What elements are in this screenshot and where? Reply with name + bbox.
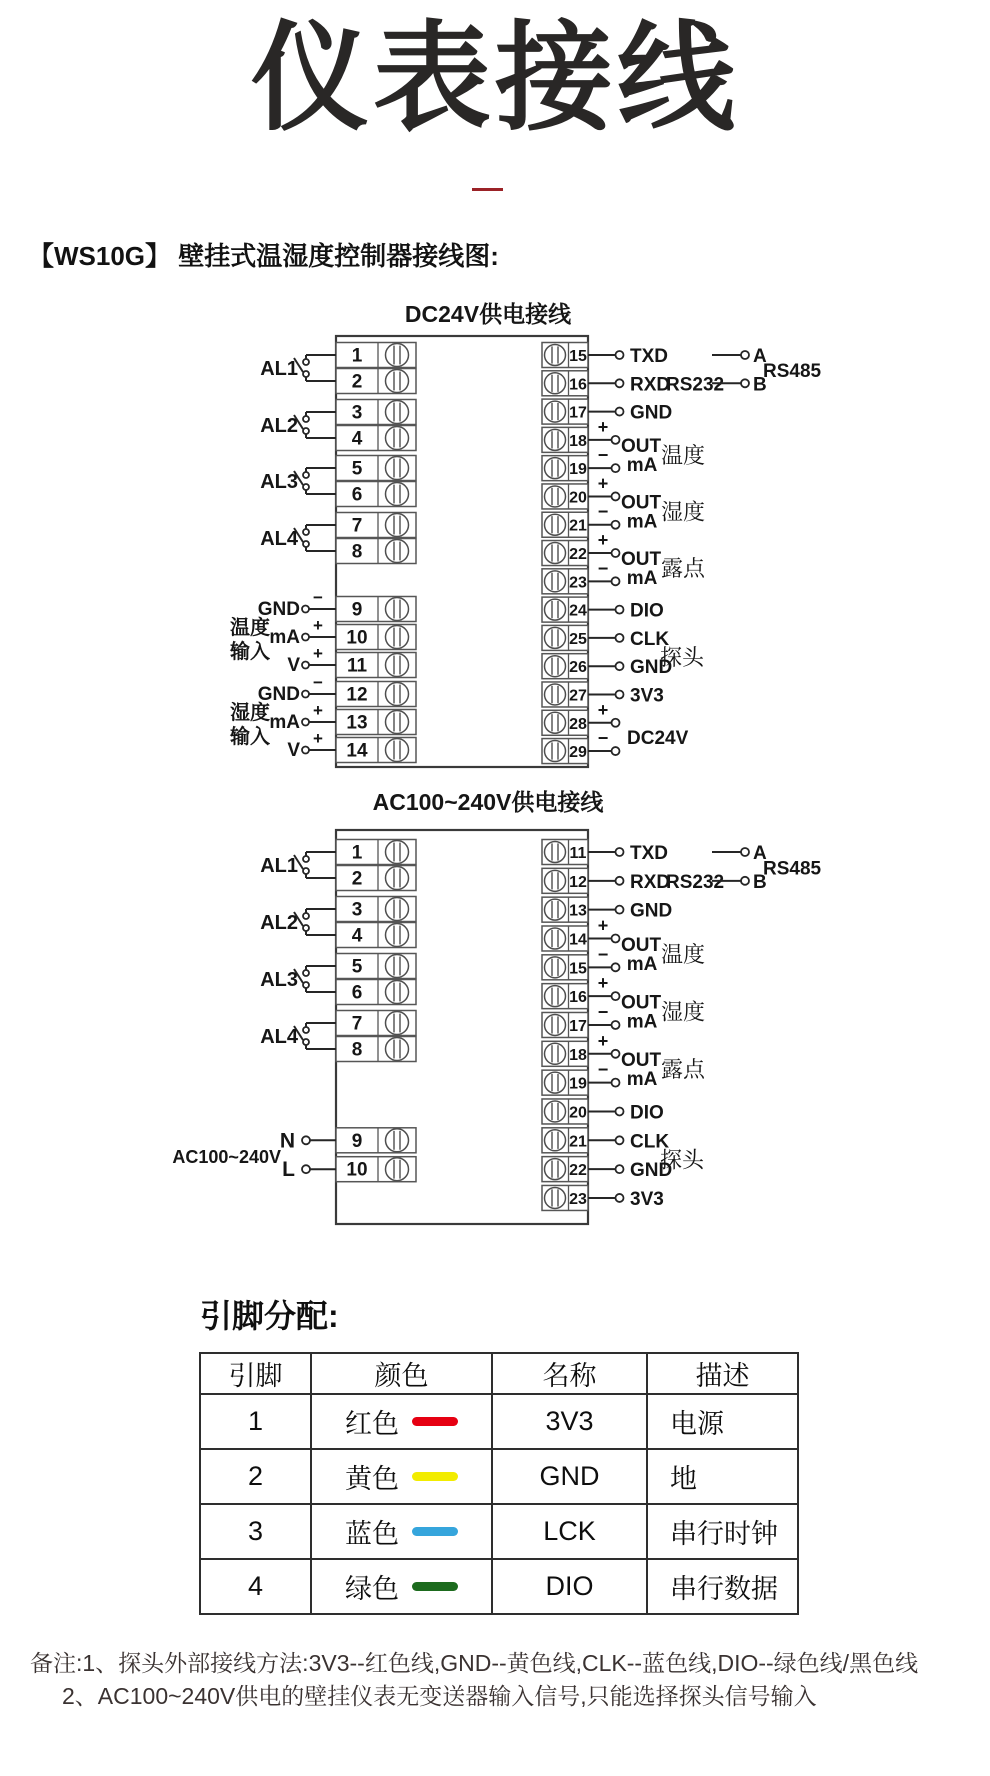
- polarity-sign: −: [313, 673, 323, 692]
- diagram: [229, 301, 822, 767]
- pin-row: [200, 1504, 798, 1559]
- input-pin-label: mA: [269, 712, 300, 733]
- relay-switch-icon: [294, 412, 336, 438]
- terminal-11: [542, 840, 588, 865]
- terminal-number: 11: [346, 655, 368, 677]
- mains-pin-label: L: [282, 1158, 295, 1182]
- alarm-label: AL2: [260, 912, 298, 934]
- wire-end-dot: [303, 1027, 309, 1033]
- terminal-26: [542, 654, 588, 679]
- pin-label: RXD: [630, 374, 671, 396]
- out-unit-label: mA: [626, 511, 658, 533]
- terminal-number: 8: [351, 1039, 363, 1061]
- terminal-19: [542, 1070, 588, 1095]
- terminal-22: [542, 1157, 588, 1182]
- polarity-sign: +: [313, 644, 323, 663]
- wire-end-dot: [612, 992, 620, 1000]
- interface-label: RS232: [666, 374, 725, 396]
- terminal-13: [542, 897, 588, 922]
- channel-label: 温度: [661, 443, 706, 469]
- wire-end-dot: [302, 1165, 310, 1173]
- wire-end-dot: [302, 634, 309, 641]
- terminal-number: 19: [569, 1075, 587, 1093]
- terminal-4: [336, 923, 416, 948]
- terminal-24: [542, 597, 588, 622]
- wire-end-dot: [612, 934, 620, 942]
- terminal-number: 17: [569, 1017, 587, 1035]
- terminal-number: 28: [569, 715, 587, 733]
- pin-label: DIO: [630, 1102, 664, 1124]
- probe-label: 探头: [660, 645, 705, 671]
- column-header: 名称: [492, 1353, 647, 1394]
- polarity-sign: +: [597, 973, 609, 994]
- terminal-number: 9: [351, 1130, 363, 1152]
- terminal-8: [336, 1037, 416, 1062]
- color-label: 蓝色: [345, 1519, 399, 1549]
- pin-label: TXD: [630, 843, 668, 864]
- terminal-23: [542, 1185, 588, 1210]
- polarity-sign: −: [597, 558, 609, 579]
- wire-end-dot: [303, 856, 309, 862]
- input-group-label: 输入: [230, 726, 270, 748]
- wire-end-dot: [616, 877, 624, 885]
- column-header: 颜色: [311, 1353, 492, 1394]
- terminal-7: [336, 1011, 416, 1036]
- terminal-number: 14: [346, 740, 368, 762]
- terminal-number: 2: [351, 371, 363, 393]
- wire-end-dot: [303, 982, 309, 988]
- terminal-18: [542, 427, 588, 452]
- wire-end-dot: [612, 492, 620, 500]
- channel-label: 湿度: [661, 999, 706, 1025]
- wire-end-dot: [616, 379, 624, 387]
- pin-number: 3: [200, 1504, 311, 1559]
- channel-label: 湿度: [661, 499, 706, 525]
- terminal-15: [542, 343, 588, 368]
- mains-source-label: AC100~240V: [172, 1146, 281, 1167]
- pin-number: 2: [200, 1449, 311, 1504]
- terminal-number: 13: [569, 902, 587, 920]
- wire-end-dot: [303, 484, 309, 490]
- out-unit-label: mA: [626, 953, 658, 975]
- terminal-15: [542, 955, 588, 980]
- out-label: OUT: [620, 934, 662, 956]
- terminal-number: 29: [569, 744, 587, 762]
- terminal-number: 18: [569, 432, 587, 450]
- terminal-27: [542, 682, 588, 707]
- wire-end-dot: [612, 963, 620, 971]
- terminal-1: [336, 343, 416, 368]
- terminal-21: [542, 1128, 588, 1153]
- terminal-19: [542, 456, 588, 481]
- wire-end-dot: [303, 541, 309, 547]
- wire-end-dot: [741, 379, 749, 387]
- wire-end-dot: [616, 690, 624, 698]
- terminal-number: 5: [351, 458, 363, 480]
- terminal-number: 14: [569, 931, 587, 949]
- terminal-number: 11: [569, 845, 587, 862]
- terminal-7: [336, 513, 416, 538]
- terminal-number: 26: [569, 659, 587, 677]
- terminal-number: 22: [569, 546, 587, 564]
- out-unit-label: mA: [626, 1069, 658, 1091]
- input-pin-label: GND: [257, 684, 300, 705]
- wire-end-dot: [303, 359, 309, 365]
- polarity-sign: +: [597, 1030, 609, 1051]
- pin-row: [200, 1449, 798, 1504]
- polarity-sign: −: [597, 1059, 609, 1080]
- terminal-2: [336, 369, 416, 394]
- relay-switch-icon: [294, 909, 336, 935]
- pin-label: DIO: [630, 600, 664, 622]
- pin-label: GND: [630, 1160, 673, 1182]
- wire-end-dot: [612, 577, 620, 585]
- terminal-number: 12: [346, 684, 368, 706]
- terminal-12: [542, 868, 588, 893]
- alarm-label: AL2: [260, 415, 298, 437]
- alarm-label: AL1: [260, 855, 298, 877]
- column-header: 描述: [647, 1353, 798, 1394]
- rs485-line-label: A: [753, 346, 767, 367]
- terminal-number: 9: [351, 599, 363, 621]
- pin-label: 3V3: [630, 685, 664, 707]
- wire-end-dot: [302, 1136, 310, 1144]
- relay-switch-icon: [294, 468, 336, 494]
- terminal-number: 6: [351, 982, 363, 1004]
- terminal-number: 15: [569, 960, 587, 978]
- relay-switch-icon: [294, 852, 336, 878]
- rs485-line-label: B: [753, 871, 767, 893]
- out-unit-label: mA: [626, 455, 658, 477]
- terminal-number: 22: [569, 1162, 587, 1180]
- wire-end-dot: [616, 1136, 624, 1144]
- pin-label: 3V3: [630, 1188, 664, 1210]
- relay-switch-icon: [294, 966, 336, 992]
- terminal-number: 1: [351, 345, 363, 367]
- out-unit-label: mA: [626, 568, 658, 590]
- interface-label: RS485: [763, 858, 822, 880]
- polarity-sign: +: [597, 530, 609, 551]
- wiring-diagrams: [0, 280, 990, 1280]
- terminal-number: 18: [569, 1046, 587, 1064]
- wire-end-dot: [612, 719, 620, 727]
- input-pin-label: V: [287, 655, 300, 676]
- wire-end-dot: [612, 464, 620, 472]
- pin-label: GND: [630, 900, 673, 922]
- wire-end-dot: [303, 371, 309, 377]
- terminal-number: 27: [569, 687, 587, 705]
- polarity-sign: +: [313, 729, 323, 748]
- signal-name: 3V3: [492, 1394, 647, 1449]
- pin-label: CLK: [630, 628, 670, 650]
- input-group-label: 输入: [230, 641, 270, 663]
- wire-end-dot: [616, 1194, 624, 1202]
- terminal-number: 13: [346, 712, 368, 734]
- input-pin-label: V: [287, 740, 300, 761]
- input-group-label: 湿度: [230, 702, 270, 724]
- signal-description: 电源: [647, 1394, 798, 1449]
- terminal-17: [542, 399, 588, 424]
- terminal-20: [542, 484, 588, 509]
- title-underline: [472, 188, 503, 191]
- color-swatch: [412, 1417, 458, 1426]
- wire-end-dot: [302, 719, 309, 726]
- wire-end-dot: [612, 1021, 620, 1029]
- pin-number: 4: [200, 1559, 311, 1614]
- channel-label: 温度: [661, 941, 706, 967]
- terminal-number: 12: [569, 873, 587, 891]
- wire-end-dot: [303, 428, 309, 434]
- pin-number: 1: [200, 1394, 311, 1449]
- signal-name: GND: [492, 1449, 647, 1504]
- alarm-label: AL3: [260, 969, 298, 991]
- wire-end-dot: [302, 606, 309, 613]
- terminal-18: [542, 1041, 588, 1066]
- terminal-10: [336, 1157, 416, 1182]
- terminal-number: 16: [569, 376, 587, 394]
- wire-end-dot: [303, 913, 309, 919]
- alarm-label: AL4: [260, 528, 298, 550]
- alarm-label: AL1: [260, 358, 298, 380]
- subtitle: 【WS10G】 壁挂式温湿度控制器接线图:: [28, 241, 499, 271]
- alarm-label: AL3: [260, 471, 298, 493]
- relay-switch-icon: [294, 355, 336, 381]
- pin-label: TXD: [630, 346, 668, 367]
- terminal-number: 2: [351, 868, 363, 890]
- signal-name: LCK: [492, 1504, 647, 1559]
- wire-end-dot: [616, 906, 624, 914]
- mains-pin-label: N: [279, 1129, 295, 1153]
- terminal-number: 1: [351, 842, 363, 864]
- terminal-number: 17: [569, 404, 587, 422]
- wire-color-cell: [311, 1394, 492, 1449]
- terminal-number: 3: [351, 899, 363, 921]
- polarity-sign: −: [313, 588, 323, 607]
- terminal-23: [542, 569, 588, 594]
- input-pin-label: GND: [257, 599, 300, 620]
- wire-color-cell: [311, 1559, 492, 1614]
- wire-end-dot: [616, 351, 624, 359]
- terminal-14: [336, 738, 416, 763]
- terminal-17: [542, 1012, 588, 1037]
- note-line-2: 2、AC100~240V供电的壁挂仪表无变送器输入信号,只能选择探头信号输入: [62, 1683, 817, 1709]
- wire-end-dot: [741, 351, 749, 359]
- pin-row: [200, 1559, 798, 1614]
- terminal-14: [542, 926, 588, 951]
- polarity-sign: −: [597, 944, 609, 965]
- terminal-3: [336, 897, 416, 922]
- polarity-sign: −: [597, 501, 609, 522]
- color-swatch: [412, 1527, 458, 1536]
- wire-end-dot: [616, 848, 624, 856]
- wire-end-dot: [612, 747, 620, 755]
- wire-end-dot: [612, 549, 620, 557]
- alarm-label: AL4: [260, 1026, 298, 1048]
- terminal-9: [336, 1128, 416, 1153]
- out-label: OUT: [620, 436, 662, 458]
- relay-switch-icon: [294, 1023, 336, 1049]
- signal-description: 地: [647, 1449, 798, 1504]
- terminal-16: [542, 984, 588, 1009]
- polarity-sign: +: [597, 473, 609, 494]
- terminal-29: [542, 739, 588, 764]
- terminal-number: 4: [351, 428, 363, 450]
- terminal-number: 20: [569, 1104, 587, 1122]
- terminal-6: [336, 980, 416, 1005]
- column-header: 引脚: [200, 1353, 311, 1394]
- diagram-title: DC24V供电接线: [404, 301, 572, 327]
- color-label: 绿色: [345, 1574, 399, 1604]
- terminal-number: 6: [351, 484, 363, 506]
- pin-row: [200, 1394, 798, 1449]
- terminal-number: 4: [351, 925, 363, 947]
- terminal-12: [336, 682, 416, 707]
- wire-end-dot: [741, 848, 749, 856]
- note-line-1: 备注:1、探头外部接线方法:3V3--红色线,GND--黄色线,CLK--蓝色线,DIO--绿色线/黑色线: [30, 1650, 919, 1676]
- pin-label: GND: [630, 402, 673, 424]
- wire-end-dot: [303, 925, 309, 931]
- terminal-number: 21: [569, 517, 587, 535]
- color-swatch: [412, 1582, 458, 1591]
- terminal-22: [542, 541, 588, 566]
- wire-end-dot: [303, 529, 309, 535]
- wire-end-dot: [616, 1165, 624, 1173]
- pin-label: GND: [630, 657, 673, 679]
- channel-label: 露点: [661, 556, 706, 582]
- out-label: OUT: [620, 549, 662, 571]
- wire-end-dot: [616, 1107, 624, 1115]
- terminal-4: [336, 426, 416, 451]
- terminal-number: 21: [569, 1133, 587, 1151]
- polarity-sign: +: [313, 616, 323, 635]
- color-label: 红色: [345, 1409, 399, 1439]
- polarity-sign: +: [313, 701, 323, 720]
- terminal-number: 24: [569, 602, 587, 620]
- terminal-16: [542, 371, 588, 396]
- terminal-20: [542, 1099, 588, 1124]
- diagram: [172, 789, 821, 1224]
- signal-description: 串行数据: [647, 1559, 798, 1614]
- terminal-11: [336, 653, 416, 678]
- table-header-row: [200, 1353, 798, 1394]
- terminal-2: [336, 866, 416, 891]
- channel-label: 露点: [661, 1057, 706, 1083]
- terminal-number: 20: [569, 489, 587, 507]
- wire-end-dot: [616, 662, 624, 670]
- terminal-number: 23: [569, 1190, 587, 1208]
- wire-end-dot: [612, 1050, 620, 1058]
- input-pin-label: mA: [269, 627, 300, 648]
- terminal-28: [542, 710, 588, 735]
- terminal-number: 16: [569, 989, 587, 1007]
- terminal-10: [336, 625, 416, 650]
- terminal-number: 8: [351, 541, 363, 563]
- terminal-8: [336, 539, 416, 564]
- wire-color-cell: [311, 1449, 492, 1504]
- out-unit-label: mA: [626, 1011, 658, 1033]
- terminal-number: 3: [351, 402, 363, 424]
- wire-end-dot: [303, 472, 309, 478]
- signal-description: 串行时钟: [647, 1504, 798, 1559]
- out-label: OUT: [620, 492, 662, 514]
- terminal-6: [336, 482, 416, 507]
- pin-assignment-table: [199, 1352, 799, 1615]
- terminal-number: 7: [351, 515, 363, 537]
- wire-end-dot: [612, 436, 620, 444]
- color-label: 黄色: [345, 1464, 399, 1494]
- wire-end-dot: [302, 662, 309, 669]
- probe-label: 探头: [660, 1147, 705, 1173]
- terminal-21: [542, 512, 588, 537]
- signal-name: DIO: [492, 1559, 647, 1614]
- polarity-sign: +: [597, 699, 609, 720]
- color-swatch: [412, 1472, 458, 1481]
- wire-color-cell: [311, 1504, 492, 1559]
- wire-end-dot: [303, 868, 309, 874]
- polarity-sign: −: [597, 728, 609, 749]
- terminal-number: 5: [351, 956, 363, 978]
- terminal-9: [336, 597, 416, 622]
- terminal-number: 10: [346, 627, 368, 649]
- wire-end-dot: [303, 1039, 309, 1045]
- polarity-sign: +: [597, 416, 609, 437]
- pin-label: CLK: [630, 1131, 670, 1153]
- wire-end-dot: [741, 877, 749, 885]
- interface-label: RS232: [666, 871, 725, 893]
- wire-end-dot: [616, 606, 624, 614]
- wire-end-dot: [302, 691, 309, 698]
- terminal-5: [336, 954, 416, 979]
- terminal-number: 19: [569, 461, 587, 479]
- terminal-13: [336, 710, 416, 735]
- terminal-3: [336, 400, 416, 425]
- rs485-line-label: B: [753, 374, 767, 396]
- terminal-5: [336, 456, 416, 481]
- wire-end-dot: [612, 521, 620, 529]
- out-label: OUT: [620, 1050, 662, 1072]
- polarity-sign: −: [597, 445, 609, 466]
- input-group-label: 温度: [230, 617, 270, 639]
- out-label: OUT: [620, 992, 662, 1014]
- wire-end-dot: [612, 1079, 620, 1087]
- terminal-number: 15: [569, 348, 587, 365]
- terminal-number: 23: [569, 574, 587, 592]
- wire-end-dot: [616, 634, 624, 642]
- supply-label: DC24V: [627, 727, 689, 749]
- wire-end-dot: [616, 408, 624, 416]
- wire-end-dot: [303, 970, 309, 976]
- wire-end-dot: [302, 747, 309, 754]
- polarity-sign: −: [597, 1001, 609, 1022]
- page-title: 仪表接线: [250, 13, 739, 145]
- terminal-25: [542, 625, 588, 650]
- wire-end-dot: [303, 416, 309, 422]
- terminal-number: 25: [569, 630, 587, 648]
- rs485-line-label: A: [753, 843, 767, 864]
- terminal-number: 7: [351, 1013, 363, 1035]
- polarity-sign: +: [597, 915, 609, 936]
- pin-assignment-heading: 引脚分配:: [200, 1298, 339, 1334]
- relay-switch-icon: [294, 525, 336, 551]
- pin-label: RXD: [630, 871, 671, 893]
- diagram-title: AC100~240V供电接线: [372, 789, 604, 815]
- interface-label: RS485: [763, 361, 822, 383]
- terminal-1: [336, 840, 416, 865]
- terminal-number: 10: [346, 1159, 368, 1181]
